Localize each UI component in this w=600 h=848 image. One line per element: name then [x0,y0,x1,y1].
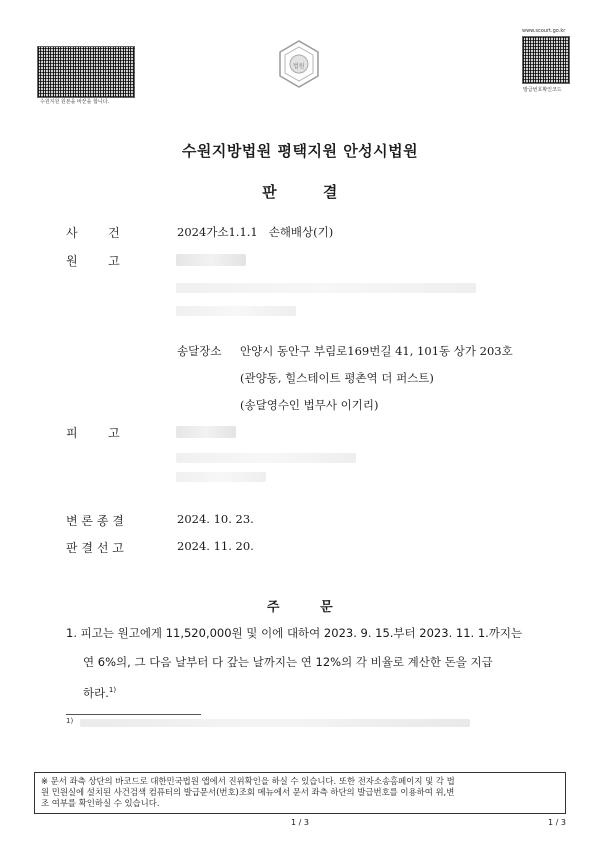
main-text-line3 [83,679,116,705]
main-text-heading: 주 문 [266,600,334,615]
footnote-redacted [80,719,470,727]
main-text-line2: 연 6%의, 그 다음 날부터 다 갚는 날까지는 연 12%의 각 비율로 계산한 돈을 지급 [83,655,493,669]
footnote-marker: 1) [66,717,74,725]
plaintiff-label: 원 고 [66,254,120,268]
authenticity-notice [34,772,566,814]
main-text-line3-text: 하라. [83,685,109,700]
notice-line3: 조 여부를 확인하실 수 있습니다. [41,798,160,808]
document-title: 판 결 [262,183,338,201]
notice-line2: 원 민원실에 설치된 사건검색 컴퓨터의 발급문서(번호)조회 메뉴에서 문서 좌측 하단의 발급번호를 이용하여 위,변 [41,787,455,797]
case-label: 사 건 [66,226,120,240]
left-barcode [37,46,135,98]
service-address-line1: 안양시 동안구 부림로169번길 41, 101동 상가 203호 [240,344,513,358]
plaintiff-redacted-2 [176,283,476,293]
plaintiff-redacted-1 [176,254,246,266]
defendant-redacted-3 [176,472,266,482]
closing-value: 2024. 10. 23. [177,512,254,526]
service-address-line3: (송달영수인 법무사 이기리) [240,398,379,412]
main-text-line1: 1. 피고는 원고에게 11,520,000원 및 이에 대하여 2023. 9. 15.부터 2023. 11. 1.까지는 [66,626,523,640]
judgment-label: 판 결 선 고 [66,541,124,555]
defendant-redacted-2 [176,453,356,463]
plaintiff-redacted-3 [176,306,296,316]
notice-line1: ※ 문서 좌측 상단의 바코드로 대한민국법원 앱에서 진위확인을 하실 수 있습니다. 또한 전자소송홈페이지 및 각 법 [41,776,455,786]
emblem-text: 법원 [293,63,305,70]
right-barcode-caption: 발급번호확인코드 [523,87,562,93]
footnote-ref: 1) [108,686,117,694]
case-value: 2024가소1.1.1 손해배상(기) [177,225,334,239]
judgment-value: 2024. 11. 20. [177,539,254,553]
court-emblem [273,38,325,90]
defendant-label: 피 고 [66,426,120,440]
left-barcode-caption: 수원지원 원본을 바꾼을 합니다. [40,99,110,105]
defendant-redacted-1 [176,426,236,438]
page-number-center: 1 / 3 [291,818,309,827]
right-url: www.scourt.go.kr [522,28,566,34]
service-address-line2: (관양동, 힐스테이트 평촌역 더 퍼스트) [240,371,434,385]
page-number-right: 1 / 3 [548,818,566,827]
closing-label: 변 론 종 결 [66,514,124,528]
right-qr-code [522,36,570,84]
court-name: 수원지방법원 평택지원 안성시법원 [181,142,419,160]
footnote-divider [66,714,201,715]
service-address-label: 송달장소 [177,344,222,358]
